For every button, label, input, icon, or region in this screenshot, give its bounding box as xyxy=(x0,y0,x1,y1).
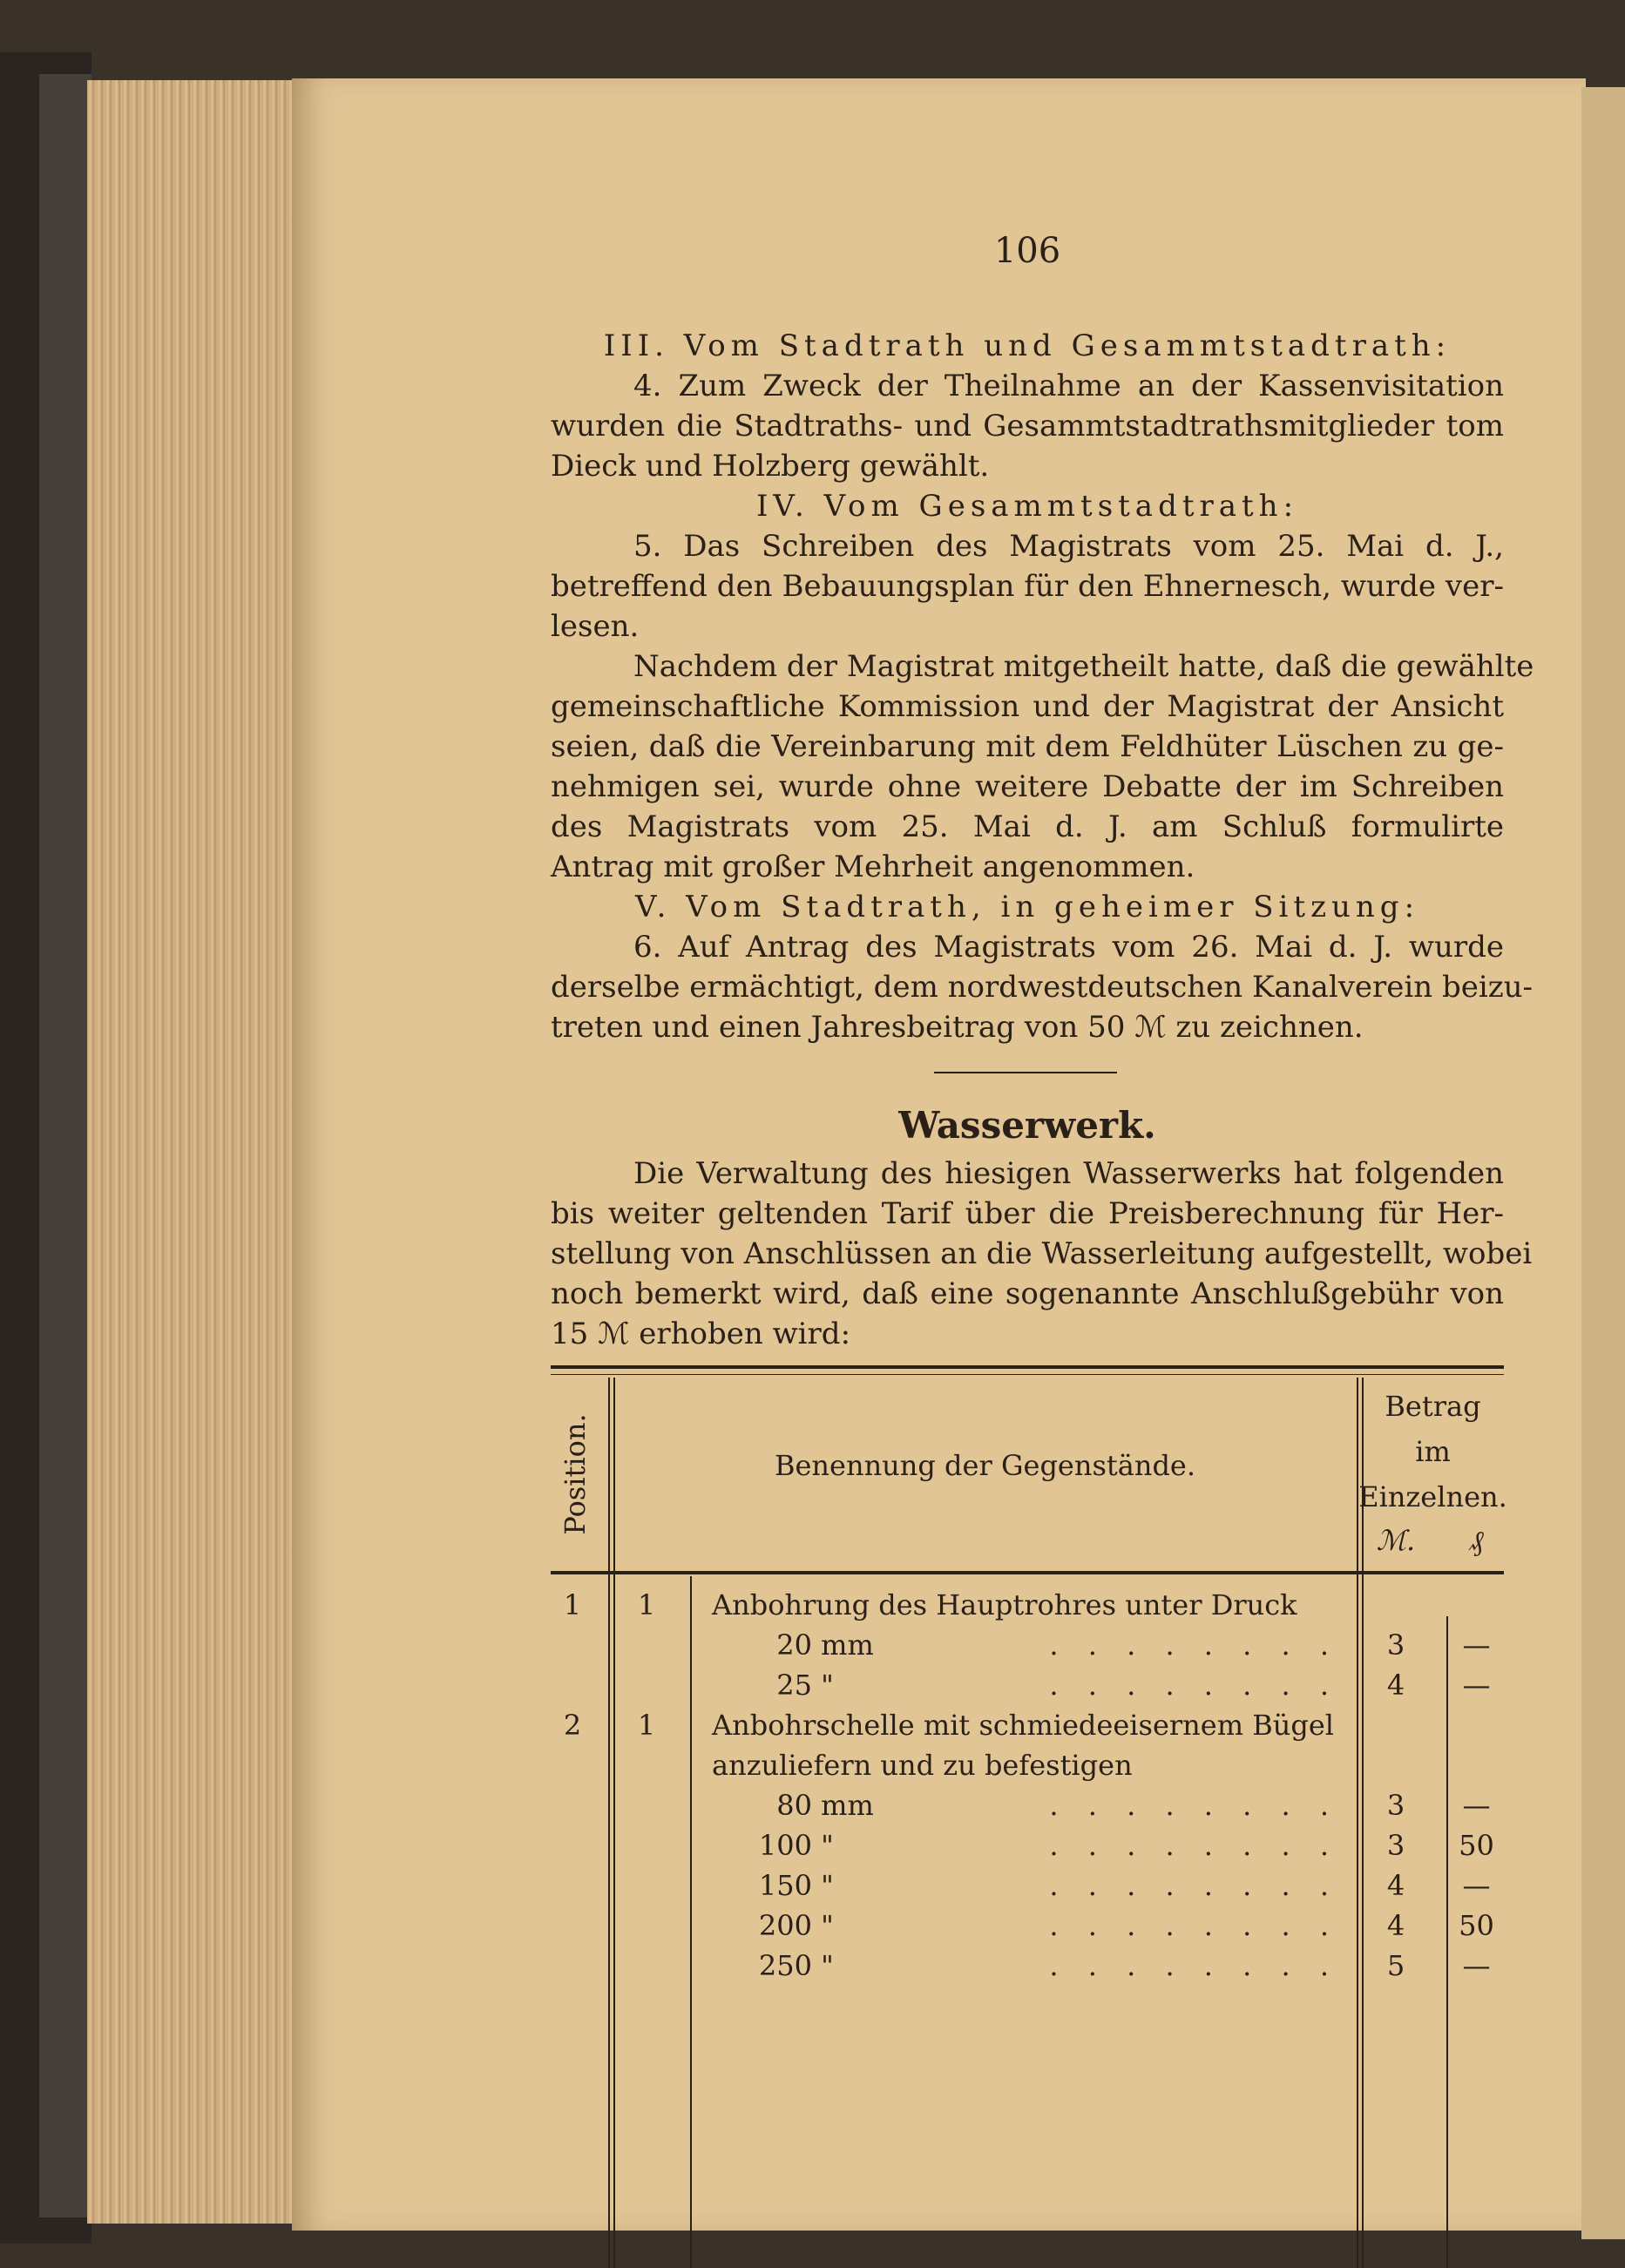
header-betrag-einzelnen: Einzelnen. xyxy=(1358,1480,1507,1513)
table-row-pfennig: — xyxy=(1462,1789,1491,1822)
size-value: 200 xyxy=(758,1909,812,1942)
size-value: 80 xyxy=(776,1789,812,1822)
table-row-description: anzuliefern und zu befestigen xyxy=(712,1749,1133,1782)
text-line: 5. Das Schreiben des Magistrats vom 25. Mai d. J., xyxy=(633,529,1504,564)
table-row-description: Anbohrung des Hauptrohres unter Druck xyxy=(712,1588,1297,1621)
table-header-rule xyxy=(551,1571,1504,1574)
leader-dots: . . . . . . . . xyxy=(1049,1949,1339,1982)
text-line: treten und einen Jahresbeitrag von 50 ℳ zu zeichnen. xyxy=(551,1010,1364,1045)
leader-dots: . . . . . . . . xyxy=(1049,1628,1339,1662)
text-line: 15 ℳ erhoben wird: xyxy=(551,1317,851,1351)
text-line: bis weiter geltenden Tarif über die Preisberechnung für Her- xyxy=(551,1196,1504,1231)
size-unit: " xyxy=(821,1869,834,1902)
text-line: 6. Auf Antrag des Magistrats vom 26. Mai d. J. wurde xyxy=(633,930,1504,965)
header-pfennig: ₰ xyxy=(1469,1524,1484,1557)
section-title-geheime-sitzung: V. Vom Stadtrath, in geheimer Sitzung: xyxy=(634,890,1420,924)
table-row-mark: 3 xyxy=(1386,1789,1405,1822)
table-row-mark: 4 xyxy=(1386,1869,1405,1902)
table-row-size xyxy=(734,1789,874,1822)
table-row-size xyxy=(734,1628,874,1662)
table-row-mark: 3 xyxy=(1386,1829,1405,1862)
section-heading-wasserwerk: Wasserwerk. xyxy=(898,1104,1156,1147)
text-line: stellung von Anschlüssen an die Wasserleitung aufgestellt, wobei xyxy=(551,1236,1533,1271)
table-row-mark: 4 xyxy=(1386,1669,1405,1702)
table-row-pfennig: — xyxy=(1462,1869,1491,1902)
table-column-rule xyxy=(690,1576,692,2268)
table-row-size xyxy=(734,1829,834,1862)
table-row-description: Anbohrschelle mit schmiedeeisernem Bügel xyxy=(712,1709,1335,1742)
table-row-size xyxy=(734,1869,834,1902)
table-row-size xyxy=(734,1949,834,1982)
table-column-rule xyxy=(608,1378,610,2268)
table-row-size xyxy=(734,1909,834,1942)
table-row-count: 1 xyxy=(637,1709,656,1742)
text-line: gemeinschaftliche Kommission und der Magistrat der Ansicht xyxy=(551,689,1504,724)
size-value: 20 xyxy=(776,1628,812,1662)
text-line: betreffend den Bebauungsplan für den Ehnernesch, wurde ver- xyxy=(551,569,1504,604)
facing-page-edge xyxy=(1581,87,1625,2239)
header-betrag: Betrag xyxy=(1385,1390,1481,1423)
table-row-size xyxy=(734,1669,834,1702)
table-row-mark: 5 xyxy=(1386,1949,1405,1982)
table-row-pfennig: — xyxy=(1462,1669,1491,1702)
section-title-gesammtstadtrath: IV. Vom Gesammtstadtrath: xyxy=(755,489,1299,524)
table-row-position: 1 xyxy=(563,1588,582,1621)
section-title-stadtrath: III. Vom Stadtrath und Gesammtstadtrath: xyxy=(603,328,1452,363)
text-line: nehmigen sei, wurde ohne weitere Debatte der im Schreiben xyxy=(551,769,1504,804)
page-number: 106 xyxy=(993,231,1061,271)
size-unit: " xyxy=(821,1909,834,1942)
size-value: 150 xyxy=(758,1869,812,1902)
table-top-rule xyxy=(551,1365,1504,1369)
leader-dots: . . . . . . . . xyxy=(1049,1789,1339,1822)
table-row-pfennig: 50 xyxy=(1459,1909,1494,1942)
header-position: Position. xyxy=(559,1413,592,1535)
header-benennung: Benennung der Gegenstände. xyxy=(774,1449,1196,1482)
leader-dots: . . . . . . . . xyxy=(1049,1909,1339,1942)
table-row-pfennig: 50 xyxy=(1459,1829,1494,1862)
table-row-mark: 4 xyxy=(1386,1909,1405,1942)
text-line: Antrag mit großer Mehrheit angenommen. xyxy=(551,850,1195,884)
size-value: 250 xyxy=(758,1949,812,1982)
table-row-mark: 3 xyxy=(1386,1628,1405,1662)
book-cover-edge xyxy=(39,74,91,2217)
table-row-position: 2 xyxy=(563,1709,582,1742)
text-line: Dieck und Holzberg gewählt. xyxy=(551,449,990,484)
size-unit: " xyxy=(821,1949,834,1982)
size-value: 25 xyxy=(776,1669,812,1702)
text-line: Nachdem der Magistrat mitgetheilt hatte, daß die gewählte xyxy=(633,649,1534,684)
separator-rule xyxy=(934,1072,1117,1073)
leader-dots: . . . . . . . . xyxy=(1049,1869,1339,1902)
size-unit: mm xyxy=(821,1789,874,1822)
text-line: seien, daß die Vereinbarung mit dem Feldhüter Lüschen zu ge- xyxy=(551,729,1504,764)
text-line: Die Verwaltung des hiesigen Wasserwerks hat folgenden xyxy=(633,1156,1504,1191)
table-row-count: 1 xyxy=(637,1588,656,1621)
size-value: 100 xyxy=(758,1829,812,1862)
size-unit: " xyxy=(821,1829,834,1862)
header-mark: ℳ. xyxy=(1376,1524,1416,1557)
text-line: wurden die Stadtraths- und Gesammtstadtrathsmitglieder tom xyxy=(551,409,1504,443)
page-edges xyxy=(87,80,296,2224)
table-row-pfennig: — xyxy=(1462,1628,1491,1662)
text-line: 4. Zum Zweck der Theilnahme an der Kassenvisitation xyxy=(633,369,1504,403)
leader-dots: . . . . . . . . xyxy=(1049,1829,1339,1862)
table-column-rule xyxy=(1446,1616,1448,2268)
text-line: derselbe ermächtigt, dem nordwestdeutschen Kanalverein beizu- xyxy=(551,970,1534,1005)
leader-dots: . . . . . . . . xyxy=(1049,1669,1339,1702)
size-unit: mm xyxy=(821,1628,874,1662)
header-betrag-im: im xyxy=(1415,1435,1451,1468)
table-row-pfennig: — xyxy=(1462,1949,1491,1982)
table-column-rule xyxy=(613,1378,615,2268)
table-top-rule-thin xyxy=(551,1374,1504,1375)
text-line: des Magistrats vom 25. Mai d. J. am Schluß formulirte xyxy=(551,809,1504,844)
text-line: lesen. xyxy=(551,609,640,644)
size-unit: " xyxy=(821,1669,834,1702)
text-line: noch bemerkt wird, daß eine sogenannte Anschlußgebühr von xyxy=(551,1276,1504,1311)
